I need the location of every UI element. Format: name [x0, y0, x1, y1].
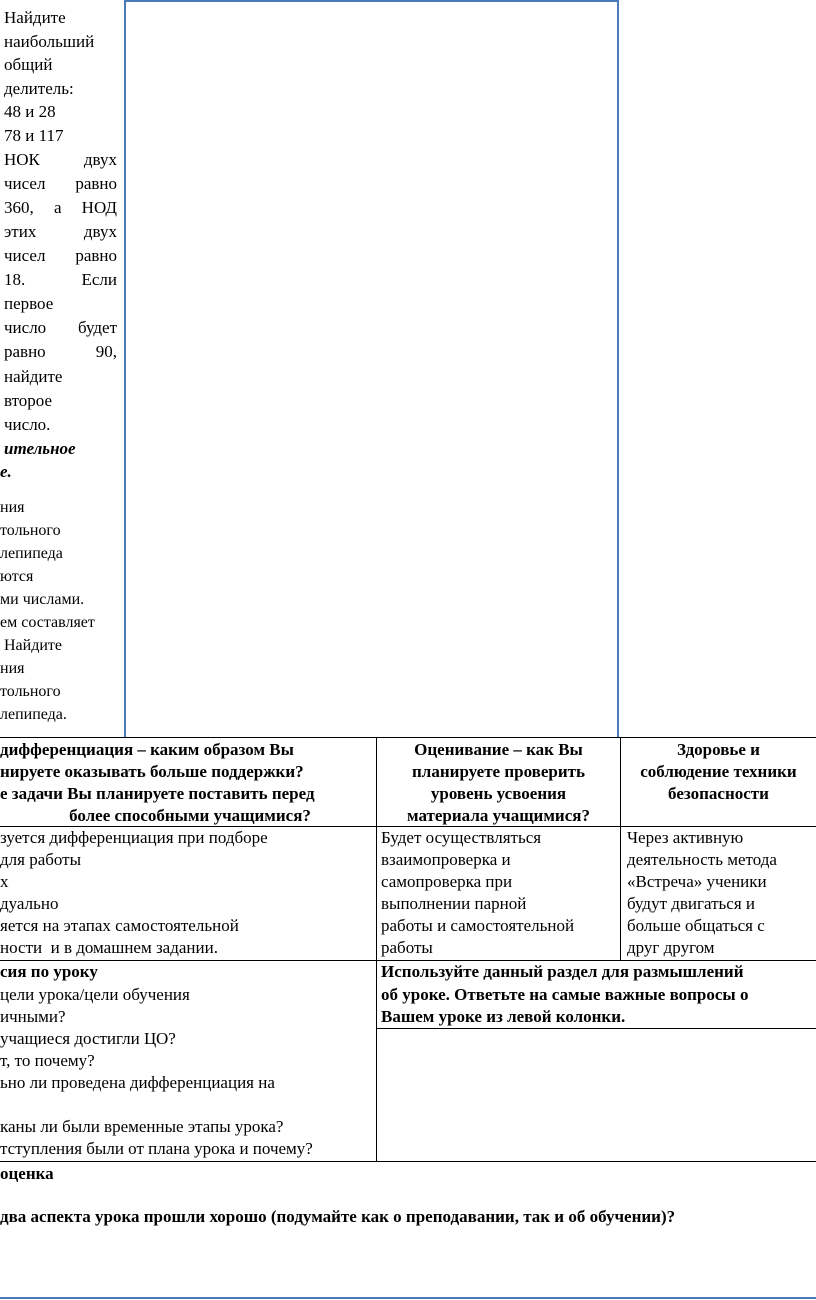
task-line: найдите: [4, 367, 63, 386]
reflection-line: тступления были от плана урока и почему?: [0, 1139, 313, 1158]
task-line: общий: [4, 55, 53, 74]
reflection-line: ичными?: [0, 1007, 66, 1026]
summary-question: два аспекта урока прошли хорошо (подумайте как о преподавании, так и об обучении)?: [0, 1207, 676, 1226]
task-line: ются: [0, 568, 34, 585]
task-heading: ительное: [4, 439, 76, 458]
cell-line: взаимопроверка и: [381, 850, 511, 869]
task-line: ния: [0, 499, 25, 516]
cell-line: друг другом: [627, 938, 715, 957]
cell-line: будут двигаться и: [627, 894, 756, 913]
task-line: Найдите: [4, 8, 66, 27]
word: чисел: [4, 246, 46, 265]
cell-line: ности и в домашнем задании.: [0, 938, 218, 957]
word: число: [4, 318, 47, 337]
cell-line: для работы: [0, 850, 82, 869]
header-line: соблюдение техники: [640, 762, 797, 781]
task-line: 48 и 28: [4, 102, 56, 121]
header-line: безопасности: [668, 784, 769, 803]
task-line: наибольший: [4, 32, 95, 51]
header-line: уровень усвоения: [430, 784, 567, 803]
task-line: 78 и 117: [4, 126, 64, 145]
cell-line: работы: [381, 938, 433, 957]
header-line: более способными учащимися?: [69, 806, 311, 825]
task-line: второе: [4, 391, 53, 410]
table-right-border: [617, 0, 619, 737]
cell-line: работы и самостоятельной: [381, 916, 575, 935]
header-line: материала учащимися?: [407, 806, 590, 825]
word: двух: [83, 150, 117, 169]
word: 18.: [4, 270, 26, 289]
task-line: ем составляет: [0, 614, 95, 631]
task-line: [4, 268, 117, 292]
task-heading: е.: [0, 462, 12, 481]
cell-line: «Встреча» ученики: [627, 872, 767, 891]
task-line: первое: [4, 294, 54, 313]
task-line: [4, 172, 117, 196]
task-line: [4, 220, 117, 244]
reflection-line: т, то почему?: [0, 1051, 95, 1070]
task-line: [4, 196, 117, 220]
cell-line: деятельность метода: [627, 850, 777, 869]
word: 90,: [95, 342, 117, 361]
task-line: [4, 340, 117, 364]
task-line: [4, 148, 117, 172]
word: этих: [4, 222, 37, 241]
header-line: Здоровье и: [677, 740, 760, 759]
header-line: дифференциация – каким образом Вы: [0, 740, 294, 759]
summary-title: оценка: [0, 1164, 54, 1183]
header-line: е задачи Вы планируете поставить перед: [0, 784, 315, 803]
reflection-title: сия по уроку: [0, 962, 98, 981]
task-line: лепипеда.: [0, 706, 67, 723]
word: будет: [77, 318, 117, 337]
word: равно: [75, 174, 117, 193]
cell-line: самопроверка при: [381, 872, 513, 891]
cell-line: Будет осуществляться: [381, 828, 542, 847]
word: равно: [4, 342, 46, 361]
task-line: тольного: [0, 683, 61, 700]
row-divider: [0, 1161, 816, 1162]
task-line: Найдите: [0, 637, 63, 654]
word: двух: [83, 222, 117, 241]
table2-top-border: [0, 737, 816, 738]
reflection-line: ьно ли проведена дифференциация на: [0, 1073, 275, 1092]
task-line: [4, 316, 117, 340]
column-divider: [124, 0, 126, 737]
reflection-answer-area[interactable]: [377, 1029, 816, 1161]
summary-answer-area[interactable]: [0, 1232, 816, 1296]
reflection-line: цели урока/цели обучения: [0, 985, 190, 1004]
cell-line: Через активную: [627, 828, 744, 847]
task-line: делитель:: [4, 79, 74, 98]
task-line: [4, 244, 117, 268]
page-bottom-border: [0, 1297, 816, 1299]
word: 360,: [4, 198, 34, 217]
word: чисел: [4, 174, 46, 193]
task-line: тольного: [0, 522, 61, 539]
reflection-line: каны ли были временные этапы урока?: [0, 1117, 284, 1136]
word: НОД: [81, 198, 117, 217]
header-line: нируете оказывать больше поддержки?: [0, 762, 304, 781]
prompt-line: об уроке. Ответьте на самые важные вопросы о: [381, 985, 749, 1004]
cell-line: дуально: [0, 894, 59, 913]
header-line: планируете проверить: [412, 762, 585, 781]
reflection-line: учащиеся достигли ЦО?: [0, 1029, 176, 1048]
cell-line: выполнении парной: [381, 894, 527, 913]
task-line: число.: [4, 415, 51, 434]
task-line: лепипеда: [0, 545, 63, 562]
header-line: Оценивание – как Вы: [414, 740, 583, 759]
task-line: ния: [0, 660, 25, 677]
prompt-line: Используйте данный раздел для размышлений: [381, 962, 744, 981]
word: НОК: [4, 150, 40, 169]
cell-line: больше общаться с: [627, 916, 765, 935]
cell-line: зуется дифференциация при подборе: [0, 828, 268, 847]
cell-line: яется на этапах самостоятельной: [0, 916, 239, 935]
word: равно: [75, 246, 117, 265]
table-top-border: [124, 0, 619, 2]
word: Если: [81, 270, 117, 289]
prompt-line: Вашем уроке из левой колонки.: [381, 1007, 626, 1026]
task-line: ми числами.: [0, 591, 85, 608]
word: а: [53, 198, 62, 217]
cell-line: х: [0, 872, 9, 891]
